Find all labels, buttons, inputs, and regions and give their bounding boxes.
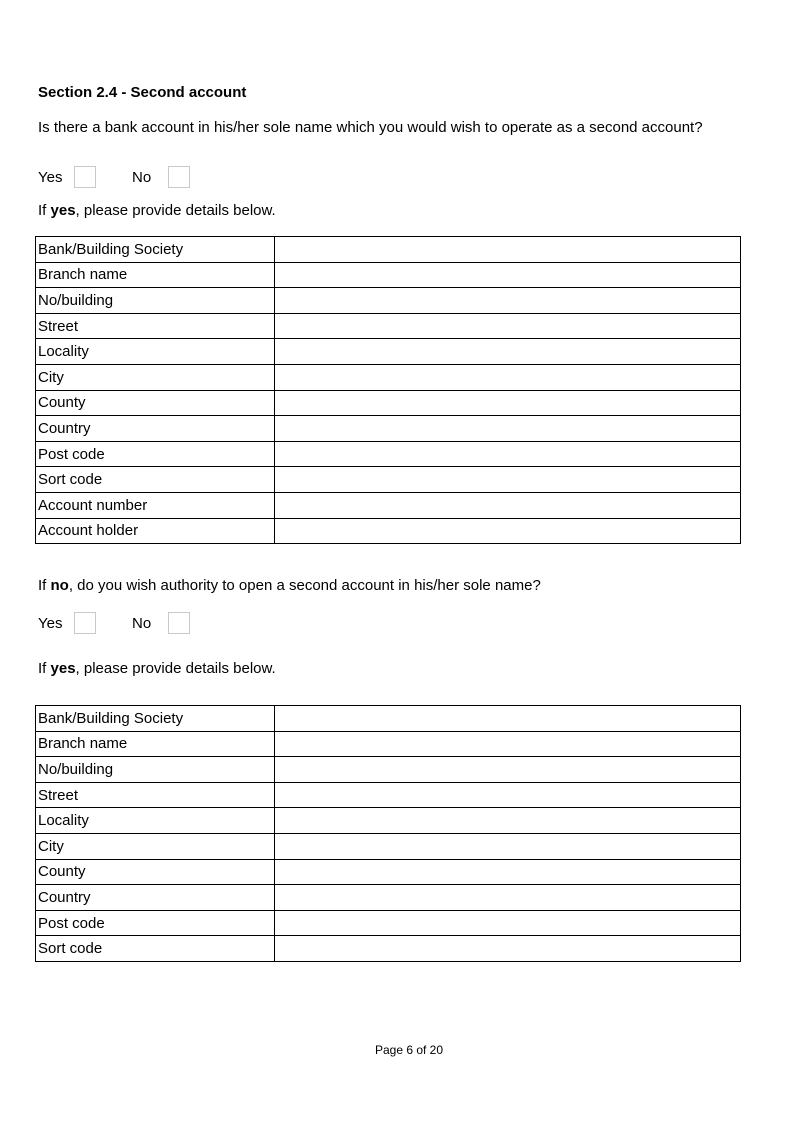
page-number: Page 6 of 20 bbox=[374, 1043, 444, 1057]
field-label: Branch name bbox=[36, 262, 275, 288]
field-input-cell[interactable] bbox=[275, 364, 741, 390]
field-label: Account holder bbox=[36, 518, 275, 544]
field-label: Street bbox=[36, 313, 275, 339]
if-yes-instruction-2: If yes, please provide details below. bbox=[38, 660, 276, 677]
table-row bbox=[36, 364, 741, 390]
field-input-cell[interactable] bbox=[275, 833, 741, 859]
field-input-cell[interactable] bbox=[275, 808, 741, 834]
field-input-cell[interactable] bbox=[275, 390, 741, 416]
field-label: Branch name bbox=[36, 731, 275, 757]
table-row bbox=[36, 262, 741, 288]
field-label: Locality bbox=[36, 339, 275, 365]
field-input-cell[interactable] bbox=[275, 262, 741, 288]
table-row bbox=[36, 339, 741, 365]
field-input-cell[interactable] bbox=[275, 782, 741, 808]
table-row bbox=[36, 885, 741, 911]
field-label: Street bbox=[36, 782, 275, 808]
table-row bbox=[36, 390, 741, 416]
field-input-cell[interactable] bbox=[275, 313, 741, 339]
field-label: Country bbox=[36, 885, 275, 911]
field-input-cell[interactable] bbox=[275, 706, 741, 732]
field-input-cell[interactable] bbox=[275, 518, 741, 544]
field-input-cell[interactable] bbox=[275, 731, 741, 757]
field-input-cell[interactable] bbox=[275, 492, 741, 518]
field-input-cell[interactable] bbox=[275, 936, 741, 962]
field-label: County bbox=[36, 390, 275, 416]
table-row bbox=[36, 288, 741, 314]
yes-label: Yes bbox=[38, 614, 63, 632]
no-checkbox[interactable] bbox=[168, 612, 190, 634]
field-label: Country bbox=[36, 416, 275, 442]
field-label: Sort code bbox=[36, 936, 275, 962]
yes-no-group-2 bbox=[38, 611, 190, 635]
table-row bbox=[36, 731, 741, 757]
table-row bbox=[36, 910, 741, 936]
if-no-question: If no, do you wish authority to open a second account in his/her sole name? bbox=[38, 577, 541, 594]
table-row bbox=[36, 518, 741, 544]
table-row bbox=[36, 467, 741, 493]
field-label: Sort code bbox=[36, 467, 275, 493]
field-input-cell[interactable] bbox=[275, 467, 741, 493]
field-label: County bbox=[36, 859, 275, 885]
new-account-details-table bbox=[35, 705, 741, 962]
field-label: Post code bbox=[36, 441, 275, 467]
yes-no-group-1 bbox=[38, 165, 190, 189]
no-label: No bbox=[132, 168, 152, 186]
field-label: City bbox=[36, 833, 275, 859]
field-label: No/building bbox=[36, 757, 275, 783]
field-input-cell[interactable] bbox=[275, 757, 741, 783]
table-row bbox=[36, 441, 741, 467]
no-label: No bbox=[132, 614, 152, 632]
field-input-cell[interactable] bbox=[275, 288, 741, 314]
table-row bbox=[36, 706, 741, 732]
yes-label: Yes bbox=[38, 168, 63, 186]
table-row bbox=[36, 313, 741, 339]
field-input-cell[interactable] bbox=[275, 416, 741, 442]
yes-checkbox[interactable] bbox=[74, 166, 96, 188]
field-label: Post code bbox=[36, 910, 275, 936]
field-input-cell[interactable] bbox=[275, 339, 741, 365]
table-row bbox=[36, 237, 741, 263]
field-label: Locality bbox=[36, 808, 275, 834]
table-row bbox=[36, 782, 741, 808]
field-label: Bank/Building Society bbox=[36, 706, 275, 732]
table-row bbox=[36, 936, 741, 962]
table-row bbox=[36, 859, 741, 885]
second-account-question: Is there a bank account in his/her sole name which you would wish to operate as a second account? bbox=[38, 119, 703, 136]
table-row bbox=[36, 492, 741, 518]
field-input-cell[interactable] bbox=[275, 237, 741, 263]
table-row bbox=[36, 757, 741, 783]
field-input-cell[interactable] bbox=[275, 910, 741, 936]
field-input-cell[interactable] bbox=[275, 859, 741, 885]
yes-checkbox[interactable] bbox=[74, 612, 96, 634]
field-label: Account number bbox=[36, 492, 275, 518]
table-row bbox=[36, 833, 741, 859]
table-row bbox=[36, 416, 741, 442]
field-label: Bank/Building Society bbox=[36, 237, 275, 263]
existing-account-details-table bbox=[35, 236, 741, 544]
field-input-cell[interactable] bbox=[275, 885, 741, 911]
field-label: No/building bbox=[36, 288, 275, 314]
section-heading: Section 2.4 - Second account bbox=[38, 84, 247, 101]
field-label: City bbox=[36, 364, 275, 390]
field-input-cell[interactable] bbox=[275, 441, 741, 467]
table-row bbox=[36, 808, 741, 834]
if-yes-instruction-1: If yes, please provide details below. bbox=[38, 202, 276, 219]
no-checkbox[interactable] bbox=[168, 166, 190, 188]
